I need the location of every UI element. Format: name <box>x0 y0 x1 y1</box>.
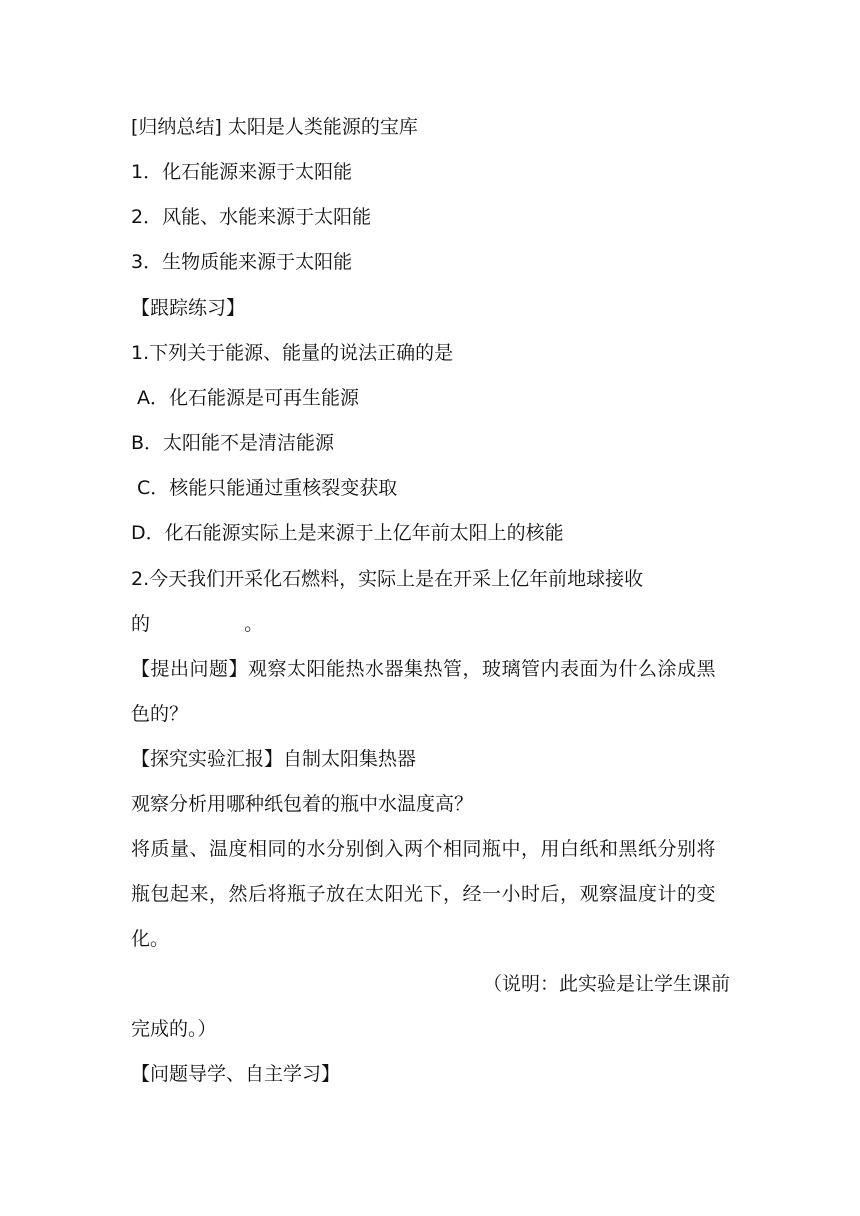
experiment-heading: 【探究实验汇报】自制太阳集热器 <box>131 748 417 770</box>
question-1-stem: 1.下列关于能源、能量的说法正确的是 <box>131 342 454 364</box>
question-1-option-d: D．化石能源实际上是来源于上亿年前太阳上的核能 <box>131 522 564 544</box>
guided-study-heading: 【问题导学、自主学习】 <box>131 1063 341 1085</box>
raise-question-line-1: 【提出问题】观察太阳能热水器集热管，玻璃管内表面为什么涂成黑 <box>131 658 717 680</box>
question-1-option-c: C．核能只能通过重核裂变获取 <box>131 477 398 499</box>
summary-heading: [归纳总结] 太阳是人类能源的宝库 <box>131 116 418 138</box>
experiment-note-line-2: 完成的。） <box>131 1018 217 1040</box>
question-1-option-a: A．化石能源是可再生能源 <box>131 387 360 409</box>
experiment-body-line: 瓶包起来，然后将瓶子放在太阳光下，经一小时后，观察温度计的变 <box>131 883 717 905</box>
question-2-prefix: 的 <box>131 613 151 635</box>
summary-item: 3．生物质能来源于太阳能 <box>131 251 353 273</box>
summary-item: 2．风能、水能来源于太阳能 <box>131 206 372 228</box>
experiment-body-line: 将质量、温度相同的水分别倒入两个相同瓶中，用白纸和黑纸分别将 <box>131 838 717 860</box>
question-2-line-1: 2.今天我们开采化石燃料，实际上是在开采上亿年前地球接收 <box>131 568 644 590</box>
experiment-body-line: 化。 <box>131 928 170 950</box>
question-1-option-b: B．太阳能不是清洁能源 <box>131 432 335 454</box>
question-2-suffix: 。 <box>244 613 264 635</box>
practice-heading: 【跟踪练习】 <box>131 297 246 319</box>
raise-question-line-2: 色的？ <box>131 703 189 725</box>
summary-item: 1．化石能源来源于太阳能 <box>131 161 353 183</box>
question-2-line-2 <box>131 611 263 637</box>
experiment-question: 观察分析用哪种纸包着的瓶中水温度高？ <box>131 793 474 815</box>
experiment-note-line-1: （说明：此实验是让学生课前 <box>482 973 730 995</box>
